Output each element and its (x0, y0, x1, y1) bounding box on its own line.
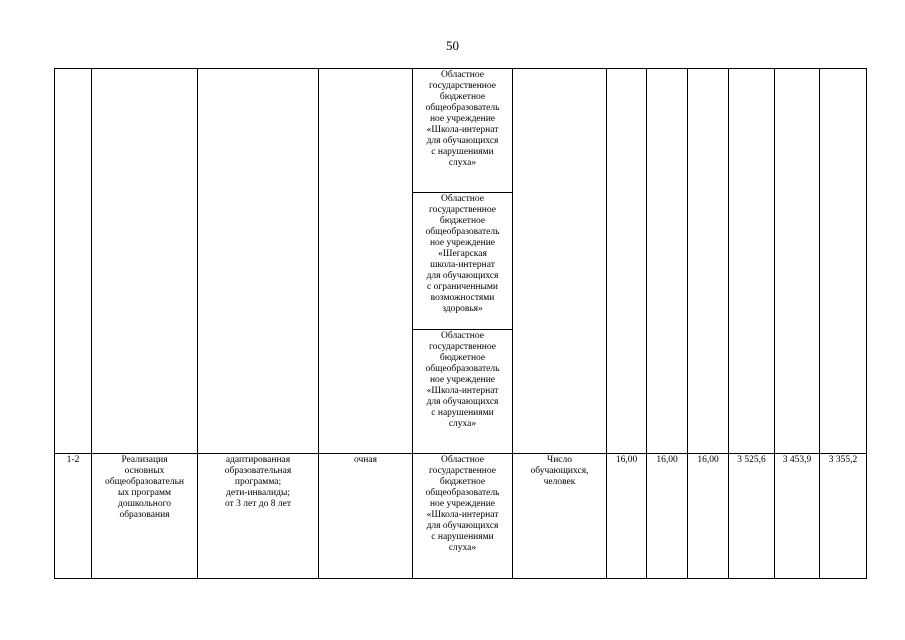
text-line: адаптированная (225, 455, 291, 465)
text-line: слуха» (448, 158, 477, 168)
text-line: Число (547, 455, 572, 465)
cell-value-5 (775, 69, 820, 454)
text-line: с нарушениями (431, 532, 494, 542)
text-line: государственное (429, 466, 496, 476)
cell-service (92, 454, 198, 579)
text-line: с нарушениями (431, 408, 494, 418)
text-line: общеобразовательн (105, 477, 184, 487)
text-line: Областное (441, 70, 484, 80)
text-line: образования (119, 510, 170, 520)
text-line: бюджетное (439, 216, 486, 226)
text-line: с ограниченными (426, 282, 498, 292)
text-line: ное учреждение (429, 499, 496, 509)
text-line: ное учреждение (429, 114, 496, 124)
cell-institution (413, 454, 513, 579)
text-line: общеобразователь (425, 364, 500, 374)
text-line: Областное (441, 455, 484, 465)
table-row (55, 69, 867, 193)
text-line: программа; (234, 477, 282, 487)
cell-index (55, 69, 92, 454)
text-line: основных (124, 466, 165, 476)
cell-value-4 (729, 69, 775, 454)
cell-form (319, 69, 413, 454)
text-line: «Шегарская (438, 249, 487, 259)
cell-value-1: 16,00 (607, 454, 647, 579)
text-line: обучающихся, (530, 466, 589, 476)
table-row (55, 454, 867, 579)
text-line: ное учреждение (429, 238, 496, 248)
cell-indicator (513, 454, 607, 579)
cell-institution (413, 193, 513, 330)
cell-value-3: 16,00 (688, 454, 729, 579)
text-line: от 3 лет до 8 лет (225, 499, 291, 509)
text-line: возможностями (430, 293, 495, 303)
cell-service (92, 69, 198, 454)
cell-value-2: 16,00 (647, 454, 688, 579)
cell-program (198, 69, 319, 454)
text-line: образовательная (224, 466, 292, 476)
cell-index: 1-2 (55, 454, 92, 579)
text-line: слуха» (448, 543, 477, 553)
cell-value-3 (688, 69, 729, 454)
cell-institution (413, 69, 513, 193)
text-line: общеобразователь (425, 103, 500, 113)
text-line: для обучающихся (426, 397, 499, 407)
text-line: государственное (429, 205, 496, 215)
text-line: ное учреждение (429, 375, 496, 385)
text-line: с нарушениями (431, 147, 494, 157)
text-line: Реализация (121, 455, 168, 465)
text-line: бюджетное (439, 477, 486, 487)
text-line: государственное (429, 81, 496, 91)
text-line: Областное (441, 331, 484, 341)
cell-value-6 (820, 69, 867, 454)
cell-value-5: 3 453,9 (775, 454, 820, 579)
cell-program (198, 454, 319, 579)
cell-value-2 (647, 69, 688, 454)
cell-value-4: 3 525,6 (729, 454, 775, 579)
text-line: Областное (441, 194, 484, 204)
text-line: «Школа-интернат (426, 125, 499, 135)
cell-indicator (513, 69, 607, 454)
text-line: «Школа-интернат (426, 510, 499, 520)
services-table (54, 68, 867, 579)
text-line: для обучающихся (426, 136, 499, 146)
text-line: школа-интернат (430, 260, 495, 270)
text-line: общеобразователь (425, 488, 500, 498)
cell-value-1 (607, 69, 647, 454)
text-line: государственное (429, 342, 496, 352)
text-line: бюджетное (439, 92, 486, 102)
text-line: для обучающихся (426, 521, 499, 531)
cell-institution (413, 330, 513, 454)
text-line: для обучающихся (426, 271, 499, 281)
text-line: слуха» (448, 419, 477, 429)
text-line: здоровья» (442, 304, 483, 314)
text-line: дошкольного (118, 499, 171, 509)
text-line: бюджетное (439, 353, 486, 363)
page-number: 50 (446, 38, 459, 53)
text-line: общеобразователь (425, 227, 500, 237)
text-line: ых программ (118, 488, 171, 498)
text-line: дети-инвалиды; (226, 488, 290, 498)
text-line: человек (543, 477, 576, 487)
text-line: «Школа-интернат (426, 386, 499, 396)
cell-value-6: 3 355,2 (820, 454, 867, 579)
cell-form: очная (319, 454, 413, 579)
